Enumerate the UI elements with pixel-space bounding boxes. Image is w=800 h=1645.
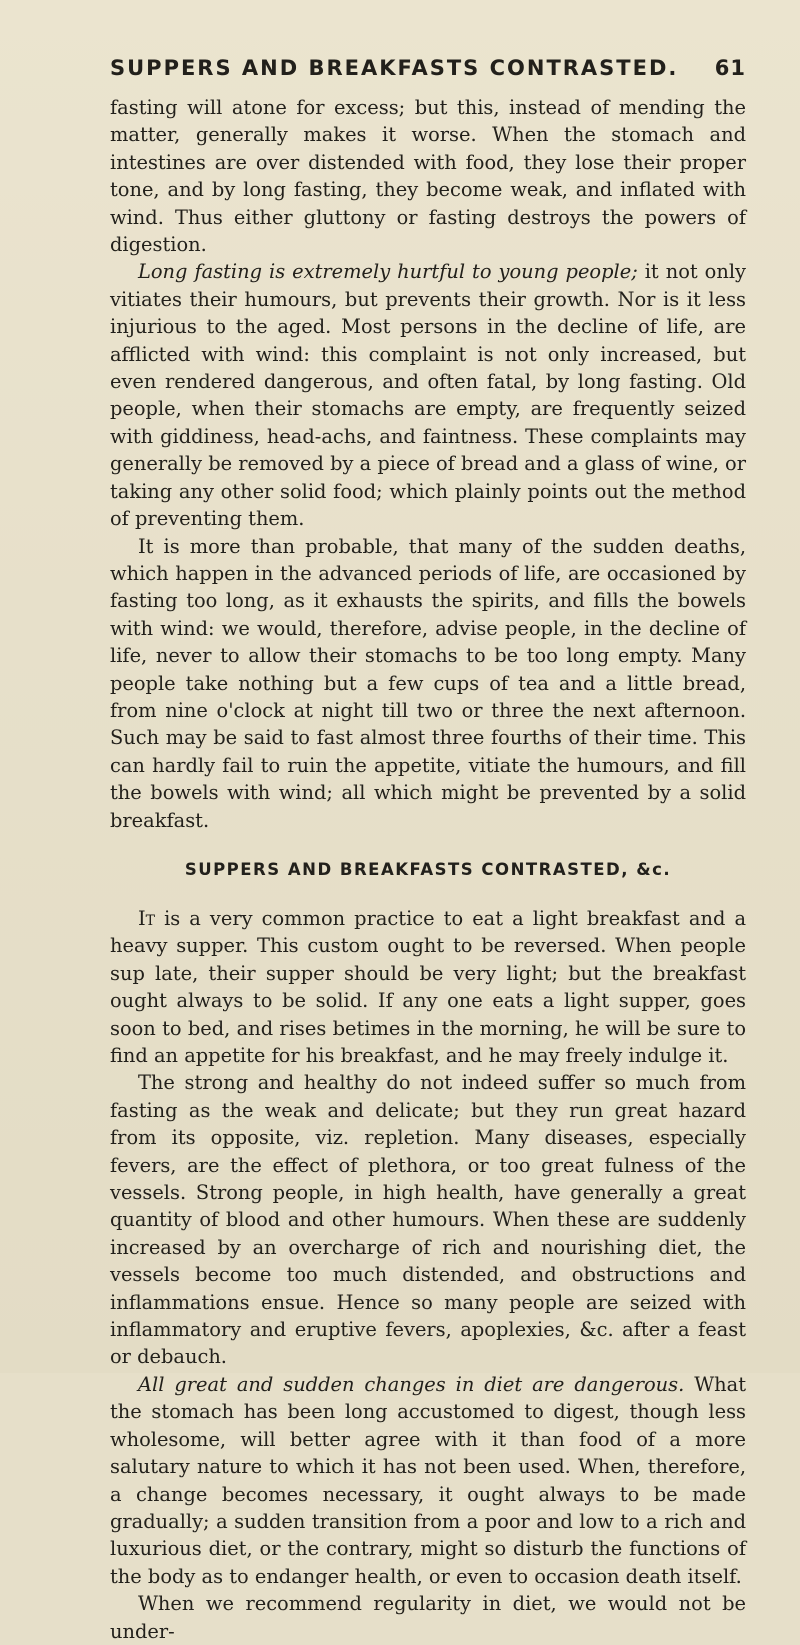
paragraph-sudden-deaths: It is more than probable, that many of the sudden deaths, which happen in the advanced periods of life, are occasioned by fasting too long, as it exhausts the spirits, and fills the bowels with wind: we would, therefore, advise people, in the decline of life, never to allow their stomachs to be too long empty. Many people take nothing but a few cups of tea and a little bread, from nine o'clock at night till two or three the next afternoon. Such may be said to fast almost three fourths of their time. This can hardly fail to ruin the appetite, vitiate the humours, and fill the bowels with wind; all which might be prevented by a solid breakfast. <box>110 534 746 832</box>
paragraph-regularity: When we recommend regularity in diet, we would not be under- <box>110 1592 746 1643</box>
italic-lead-long-fasting: Long fasting is extremely hurtful to young people; <box>138 260 638 284</box>
paragraph-long-fasting <box>110 258 746 532</box>
paragraph-long-fasting-text: it not only vitiates their humours, but prevents their growth. Nor is it less injurious to the aged. Most persons in the decline of life, are afflicted with wind: this complaint is not only increased, but even rendered dangerous, and often fatal, by long fasting. Old people, when their stomachs are empty, are frequently seized with giddiness, head-achs, and faintness. These complaints may generally be removed by a piece of bread and a glass of wine, or taking any other solid food; which plainly points out the method of preventing them. <box>110 260 747 531</box>
paragraph-sudden-changes-text: What the stomach has been long accustomed to digest, though less wholesome, will better agree with it than food of a more salutary nature to which it has not been used. When, therefore, a change becomes necessary, it ought always to be made gradually; a sudden transition from a poor and low to a rich and luxurious diet, or the contrary, might so disturb the functions of the body as to endanger health, or even to occasion death itself. <box>110 1372 746 1588</box>
section-heading: SUPPERS AND BREAKFASTS CONTRASTED, &c. <box>184 859 672 879</box>
paragraph-strong-healthy: The strong and healthy do not indeed suffer so much from fasting as the weak and delicate; but they run great hazard from its opposite, viz. repletion. Many diseases, especially fevers, are the effect of plethora, or too great fulness of the vessels. Strong people, in high health, have generally a great quantity of blood and other humours. When these are suddenly increased by an overcharge of rich and nourishing diet, the vessels become too much distended, and obstructions and inflammations ensue. Hence so many people are seized with inflammatory and eruptive fevers, apoplexies, &c. after a feast or debauch. <box>110 1071 746 1369</box>
page-number: 61 <box>714 56 746 80</box>
running-title: SUPPERS AND BREAKFASTS CONTRASTED. <box>110 56 679 80</box>
italic-lead-sudden-changes: All great and sudden changes in diet are dangerous. <box>138 1372 685 1396</box>
paragraph-fasting-continued: fasting will atone for excess; but this, instead of mending the matter, generally makes it worse. When the stomach and intestines are over distended with food, they lose their proper tone, and by long fasting, they become weak, and inflated with wind. Thus either gluttony or fasting destroys the powers of digestion. <box>110 96 746 257</box>
paragraph-light-breakfast-text: is a very common practice to eat a light breakfast and a heavy supper. This custom ought to be reversed. When people sup late, their supper should be very light; but the breakfast ought always to be solid. If any one eats a light supper, goes soon to bed, and rises betimes in the morning, he will be sure to find an appetite for his breakfast, and he may freely indulge it. <box>110 906 746 1067</box>
small-caps-lead: It <box>138 906 155 930</box>
running-head <box>110 56 746 80</box>
paragraph-light-breakfast <box>110 905 746 1069</box>
paragraph-sudden-changes <box>110 1371 746 1590</box>
